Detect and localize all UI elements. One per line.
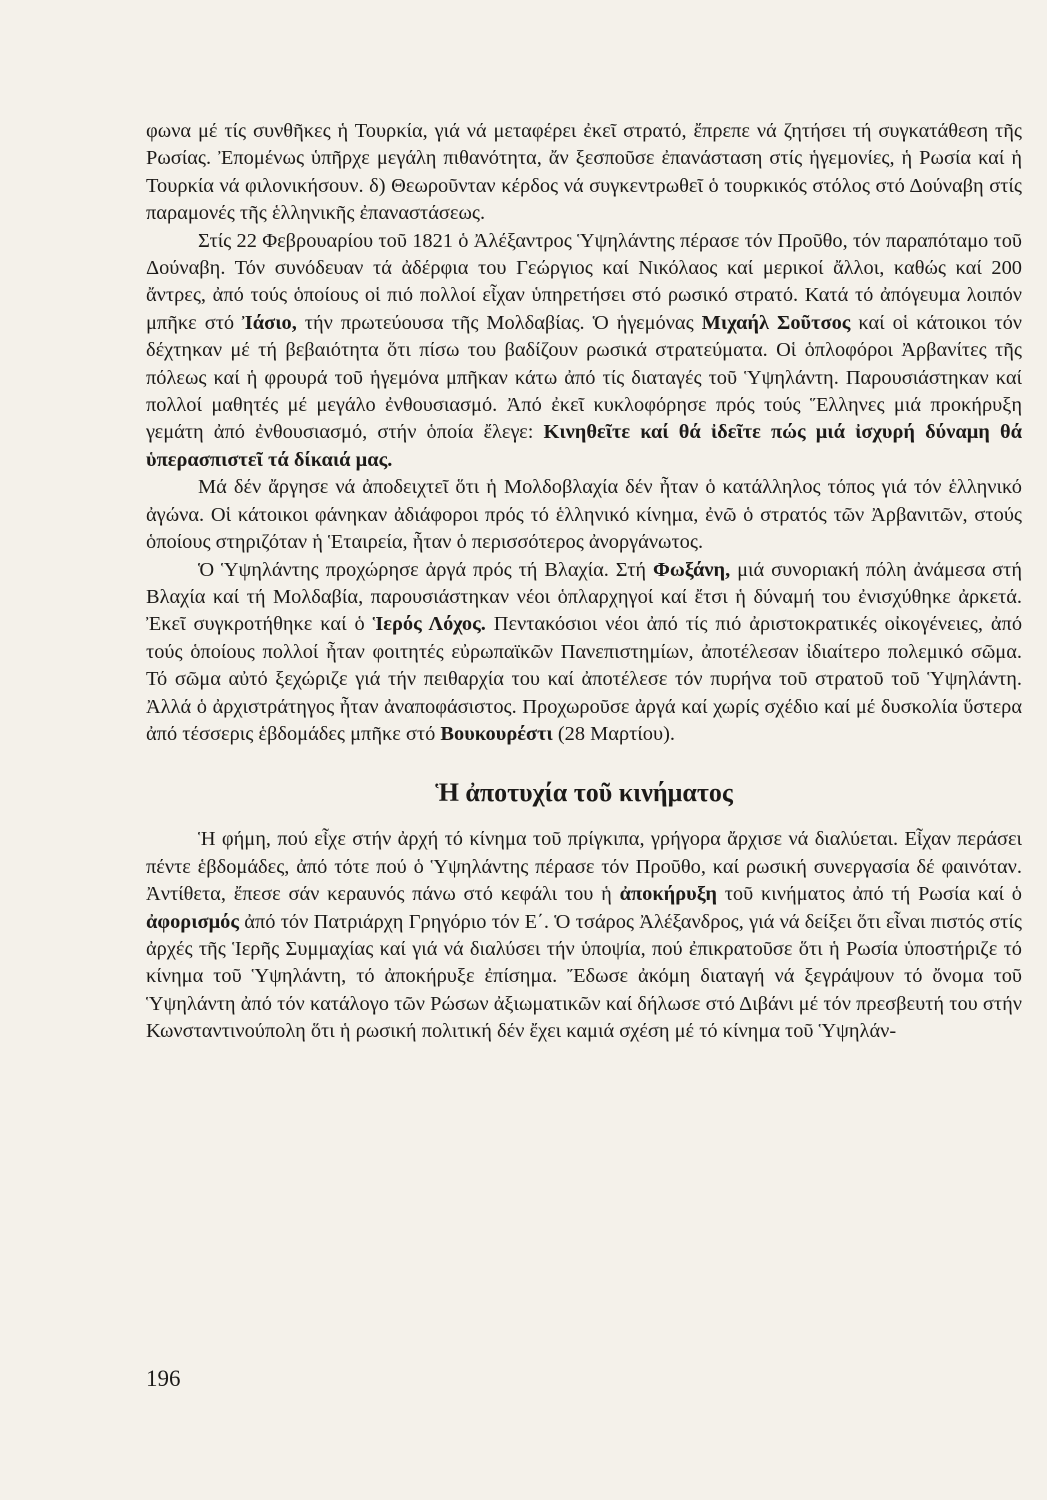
paragraph-p5	[146, 826, 1022, 1045]
text-run: μιά συνοριακή πόλη ἀνάμεσα στή Βλαχία καί τή Μολδαβία, παρουσιάστηκαν νέοι ὁπλαρχηγοί καί ἔτσι ἡ δύναμή του ἐνισχύθηκε ἀρκετά. Ἐκεῖ συγκροτήθηκε καί ὁ	[146, 558, 1022, 636]
text-run: Μά δέν ἄργησε νά ἀποδειχτεῖ ὅτι ἡ Μολδοβλαχία δέν ἦταν ὁ κατάλληλος τόπος γιά τόν ἑλληνικό ἀγώνα. Οἱ κάτοικοι φάνηκαν ἀδιάφοροι πρός τό ἑλληνικό κίνημα, ἐνῶ ὁ στρατός τῶν Ἀρβανιτῶν, στούς ὁποίους στηριζόταν ἡ Ἑταιρεία, ἦταν ὁ περισσότερος ἀνοργάνωτος.	[146, 476, 1022, 554]
bold-term: Φωξάνη,	[653, 558, 731, 581]
bold-term: ἀποκήρυξη	[619, 883, 717, 906]
section-after-heading	[146, 826, 1022, 1045]
text-run: Ἡ φήμη, πού εἶχε στήν ἀρχή τό κίνημα τοῦ πρίγκιπα, γρήγορα ἄρχισε νά διαλύεται. Εἶχαν περάσει πέντε ἑβδομάδες, ἀπό τότε πού ὁ Ὑψηλάντης πέρασε τόν Προῦθο, καί ρωσική συνεργασία δέ φαινόταν. Ἀντίθετα, ἔπεσε σάν κεραυνός πάνω στό κεφάλι του ἡ	[146, 828, 1022, 906]
body-text	[146, 118, 1022, 1046]
bold-term: ἀφορισμός	[146, 910, 239, 933]
text-run: Στίς 22 Φεβρουαρίου τοῦ 1821 ὁ Ἀλέξαντρος Ὑψηλάντης πέρασε τόν Προῦθο, τόν παραπόταμο τοῦ Δούναβη. Τόν συνόδευαν τά ἀδέρφια του Γεώργιος καί Νικόλαος καί μερικοί ἄλλοι, καθώς καί 200 ἄντρες, ἀπό τούς ὁποίους οἱ πιό πολλοί εἶχαν ὑπηρετήσει στό ρωσικό στρατό. Κατά τό ἀπόγευμα λοιπόν μπῆκε στό	[146, 229, 1022, 334]
bold-term: Ἱερός Λόχος.	[372, 613, 486, 636]
paragraph-p3	[146, 474, 1022, 556]
section-heading: Ἡ ἀποτυχία τοῦ κινήματος	[435, 778, 733, 808]
bold-term: Βουκουρέστι	[440, 722, 553, 745]
section-before-heading	[146, 118, 1022, 748]
text-run: (28 Μαρτίου).	[552, 722, 675, 745]
text-run: καί οἱ κάτοικοι τόν δέχτηκαν μέ τή βεβαιότητα ὅτι πίσω του βαδίζουν ρωσικά στρατεύματα. Οἱ ὁπλοφόροι Ἀρβανίτες τῆς πόλεως καί ἡ φρουρά τοῦ ἡγεμόνα μπῆκαν κάτω ἀπό τίς διαταγές τοῦ Ὑψηλάντη. Παρουσιάστηκαν καί πολλοί μαθητές μέ μεγάλο ἐνθουσιασμό. Ἀπό ἐκεῖ κυκλοφόρησε πρός τούς Ἕλληνες μιά προκήρυξη γεμάτη ἀπό ἐνθουσιασμό, στήν ὁποία ἔλεγε:	[146, 311, 1022, 444]
page-number: 196	[146, 1366, 181, 1391]
text-run: Πεντακόσιοι νέοι ἀπό τίς πιό ἀριστοκρατικές οἰκογένειες, ἀπό τούς ὁποίους πολλοί ἦταν φοιτητές εὐρωπαϊκῶν Πανεπιστημίων, ἀποτέλεσαν ἰδιαίτερο πολεμικό σῶμα. Τό σῶμα αὐτό ξεχώριζε γιά τήν πειθαρχία του καί ἀποτέλεσε τόν πυρήνα τοῦ στρατοῦ τοῦ Ὑψηλάντη. Ἀλλά ὁ ἀρχιστράτηγος ἦταν ἀναποφάσιστος. Προχωροῦσε ἀργά καί χωρίς σχέδιο καί μέ δυσκολία ὕστερα ἀπό τέσσερις ἑβδομάδες μπῆκε στό	[146, 613, 1023, 745]
text-run: ἀπό τόν Πατριάρχη Γρηγόριο τόν Ε΄. Ὁ τσάρος Ἀλέξανδρος, γιά νά δείξει ὅτι εἶναι πιστός στίς ἀρχές τῆς Ἱερῆς Συμμαχίας καί γιά νά διαλύσει τήν ὑποψία, πού ἐπικρατοῦσε ὅτι ἡ Ρωσία ὑποστήριζε τό κίνημα τοῦ Ὑψηλάντη, τό ἀποκήρυξε ἐπίσημα. Ἔδωσε ἀκόμη διαταγή νά ξεγράψουν τό ὄνομα τοῦ Ὑψηλάντη ἀπό τόν κατάλογο τῶν Ρώσων ἀξιωματικῶν καί δήλωσε στό Διβάνι μέ τόν πρεσβευτή του στήν Κωνσταντινούπολη ὅτι ἡ ρωσική πολιτική δέν ἔχει καμιά σχέση μέ τό κίνημα τοῦ Ὑψηλάν-	[146, 910, 1022, 1043]
bold-term: Μιχαήλ Σοῦτσος	[701, 311, 851, 334]
text-run: Ὁ Ὑψηλάντης προχώρησε ἀργά πρός τή Βλαχία. Στή	[198, 558, 653, 581]
text-run: φωνα μέ τίς συνθῆκες ἡ Τουρκία, γιά νά μεταφέρει ἐκεῖ στρατό, ἔπρεπε νά ζητήσει τή συγκατάθεση τῆς Ρωσίας. Ἐπομένως ὑπῆρχε μεγάλη πιθανότητα, ἄν ξεσποῦσε ἐπανάσταση στίς ἡγεμονίες, ἡ Ρωσία καί ἡ Τουρκία νά φιλονικήσουν. δ) Θεωροῦνταν κέρδος νά συγκεντρωθεῖ ὁ τουρκικός στόλος στό Δούναβη στίς παραμονές τῆς ἑλληνικῆς ἐπαναστάσεως.	[146, 120, 1022, 225]
paragraph-p4	[146, 557, 1022, 749]
bold-term: Ἰάσιο,	[242, 311, 297, 334]
text-run: τοῦ κινήματος ἀπό τή Ρωσία καί ὁ	[716, 883, 1022, 906]
paragraph-p2	[146, 228, 1022, 475]
bold-term: Κινηθεῖτε καί θά ἰδεῖτε πώς μιά ἰσχυρή δύναμη θά ὑπερασπιστεῖ τά δίκαιά μας.	[146, 421, 1022, 471]
paragraph-p1	[146, 118, 1022, 228]
text-run: τήν πρωτεύουσα τῆς Μολδαβίας. Ὁ ἡγεμόνας	[296, 311, 702, 334]
